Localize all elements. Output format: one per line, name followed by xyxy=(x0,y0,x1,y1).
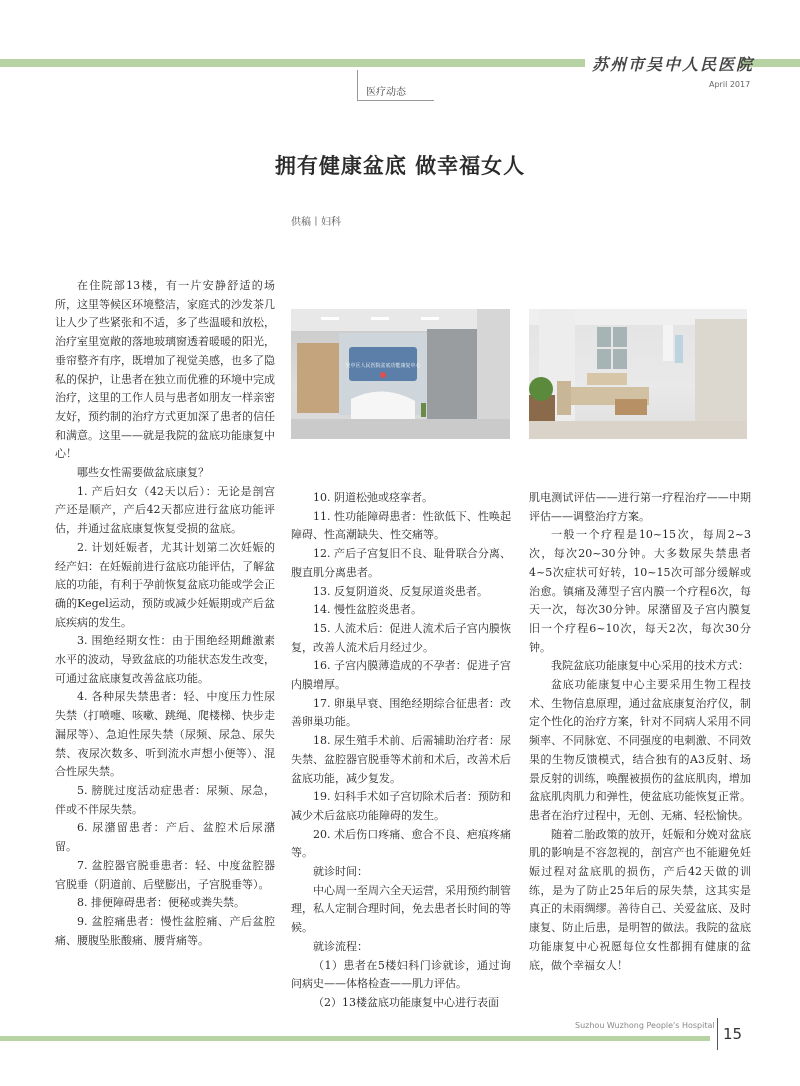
paragraph: 8. 排便障碍患者：便秘或粪失禁。 xyxy=(77,896,245,910)
page-number-divider xyxy=(717,1018,718,1050)
paragraph: 18. 尿生殖手术前、后需辅助治疗者：尿失禁、盆腔器官脱垂等术前和术后，改善术后盆底功能，减少复发。 xyxy=(291,734,511,785)
paragraph: 7. 盆腔器官脱垂患者：轻、中度盆腔器官脱垂（阴道前、后壁膨出，子宫脱垂等）。 xyxy=(55,858,275,891)
paragraph: 3. 围绝经期女性：由于围绝经期雌激素水平的波动，导致盆底的功能状态发生改变，可通过盆底康复改善盆底功能。 xyxy=(55,634,275,685)
paragraph: 4. 各种尿失禁患者：轻、中度压力性尿失禁（打喷嚏、咳嗽、跳绳、爬楼梯、快步走漏尿等）、急迫性尿失禁（尿频、尿急、尿失禁、夜尿次数多、听到流水声想小便等）、混合性尿失禁。 xyxy=(55,690,275,779)
byline: 供稿丨妇科 xyxy=(291,217,341,228)
paragraph: 就诊时间： xyxy=(313,865,368,879)
column-2 xyxy=(291,489,511,1013)
topbar-left xyxy=(0,59,585,67)
footer-bar xyxy=(0,1036,710,1041)
paragraph: 1. 产后妇女（42天以后）：无论是剖宫产还是顺产，产后42天都应进行盆底功能评估，并通过盆底康复恢复受损的盆底。 xyxy=(55,484,275,536)
reception-photo xyxy=(291,309,510,439)
page-number: 15 xyxy=(723,1025,743,1043)
paragraph: 随着二胎政策的放开，妊娠和分娩对盆底肌的影响是不容忽视的，剖宫产也不能避免妊娠过程对盆底肌的损伤，产后42天做的训练，是为了防止25年后的尿失禁，这其实是真正的未雨绸缪。善待自己、关爱盆底、及时康复、防止后患，是明智的做法。我院的盆底功能康复中心祝愿每位女性都拥有健康的盆底，做个幸福女人！ xyxy=(529,827,751,972)
paragraph: 20. 术后伤口疼痛、愈合不良、疤痕疼痛等。 xyxy=(291,827,511,860)
paragraph: 2. 计划妊娠者，尤其计划第二次妊娠的经产妇：在妊娠前进行盆底功能评估，了解盆底的功能，有利于孕前恢复盆底功能或学会正确的Kegel运动，预防或减少妊娠期或产后盆底疾病的发生。 xyxy=(55,540,275,629)
paragraph: 9. 盆腔痛患者：慢性盆腔痛、产后盆腔痛、腰腹坠胀酸痛、腰背痛等。 xyxy=(55,914,275,947)
column-1 xyxy=(55,277,275,950)
article-title: 拥有健康盆底 做幸福女人 xyxy=(274,154,526,178)
paragraph: 肌电测试评估——进行第一疗程治疗——中期评估——调整治疗方案。 xyxy=(529,491,751,523)
paragraph: 19. 妇科手术如子宫切除术后者：预防和减少术后盆底功能障碍的发生。 xyxy=(291,790,511,822)
paragraph: （1）患者在5楼妇科门诊就诊，通过询问病史——体格检查——肌力评估。 xyxy=(291,958,511,991)
waiting-area-photo xyxy=(529,309,747,439)
paragraph: （2）13楼盆底功能康复中心进行表面 xyxy=(313,995,499,1009)
paragraph: 哪些女性需要做盆底康复？ xyxy=(77,466,209,480)
paragraph: 中心周一至周六全天运营，采用预约制管理，私人定制合理时间，免去患者长时间的等候。 xyxy=(291,883,511,935)
section-label: 医疗动态 xyxy=(366,87,406,98)
paragraph: 5. 膀胱过度活动症患者：尿频、尿急，伴或不伴尿失禁。 xyxy=(55,783,275,816)
paragraph: 11. 性功能障碍患者：性欲低下、性唤起障碍、性高潮缺失、性交痛等。 xyxy=(291,509,511,542)
paragraph: 盆底功能康复中心主要采用生物工程技术、生物信息原理，通过盆底康复治疗仪，制定个性化的治疗方案，针对不同病人采用不同频率、不同脉宽、不同强度的电刺激、不同效果的生物反馈模式，结合独有的A3反射、场景反射的训练，唤醒被损伤的盆底肌肉，增加盆底肌肉肌力和弹性，使盆底功能恢复正常。患者在治疗过程中，无创、无痛、轻松愉快。 xyxy=(529,678,751,822)
paragraph: 17. 卵巢早衰、围绝经期综合征患者：改善卵巢功能。 xyxy=(291,696,511,729)
paragraph: 10. 阴道松弛或痉挛者。 xyxy=(313,491,433,504)
paragraph: 13. 反复阴道炎、反复尿道炎患者。 xyxy=(313,584,488,598)
paragraph: 一般一个疗程是10~15次，每周2~3次，每次20~30分钟。大多数尿失禁患者4~5次症状可好转，10~15次可部分缓解或治愈。镇痛及薄型子宫内膜一个疗程6次，每天一次，每次30分钟。尿潴留及子宫内膜复旧一个疗程6~10次，每天2次，每次30分钟。 xyxy=(529,528,751,654)
paragraph: 在住院部13楼，有一片安静舒适的场所，这里等候区环境整洁，家庭式的沙发茶几让人少了些紧张和不适，多了些温暖和放松，治疗室里宽敞的落地玻璃窗透着暖暖的阳光，垂帘整齐有序，既增加了视觉美感，也多了隐私的保护，让患者在独立而优雅的环境中完成治疗，这里的工作人员与患者如朋友一样亲密友好，预约制的治疗方式更加深了患者的信任和满意。这里——就是我院的盆底功能康复中心！ xyxy=(55,279,275,461)
paragraph: 就诊流程： xyxy=(313,939,368,953)
paragraph: 14. 慢性盆腔炎患者。 xyxy=(313,603,422,617)
svg-text:吴中区人民医院盆底功能康复中心: 吴中区人民医院盆底功能康复中心 xyxy=(345,363,421,369)
issue-date: April 2017 xyxy=(709,80,751,89)
paragraph: 15. 人流术后：促进人流术后子宫内膜恢复，改善人流术后月经过少。 xyxy=(291,621,511,654)
paragraph: 12. 产后子宫复旧不良、耻骨联合分离、腹直肌分离患者。 xyxy=(291,547,511,579)
paragraph: 6. 尿潴留患者：产后、盆腔术后尿潴留。 xyxy=(55,821,275,854)
paragraph: 16. 子宫内膜薄造成的不孕者：促进子宫内膜增厚。 xyxy=(291,659,511,692)
paragraph: 我院盆底功能康复中心采用的技术方式： xyxy=(551,659,749,673)
hospital-name: 苏州市吴中人民医院 xyxy=(592,55,755,74)
footer-publication: Suzhou Wuzhong People's Hospital xyxy=(575,1021,715,1030)
column-3 xyxy=(529,489,751,975)
